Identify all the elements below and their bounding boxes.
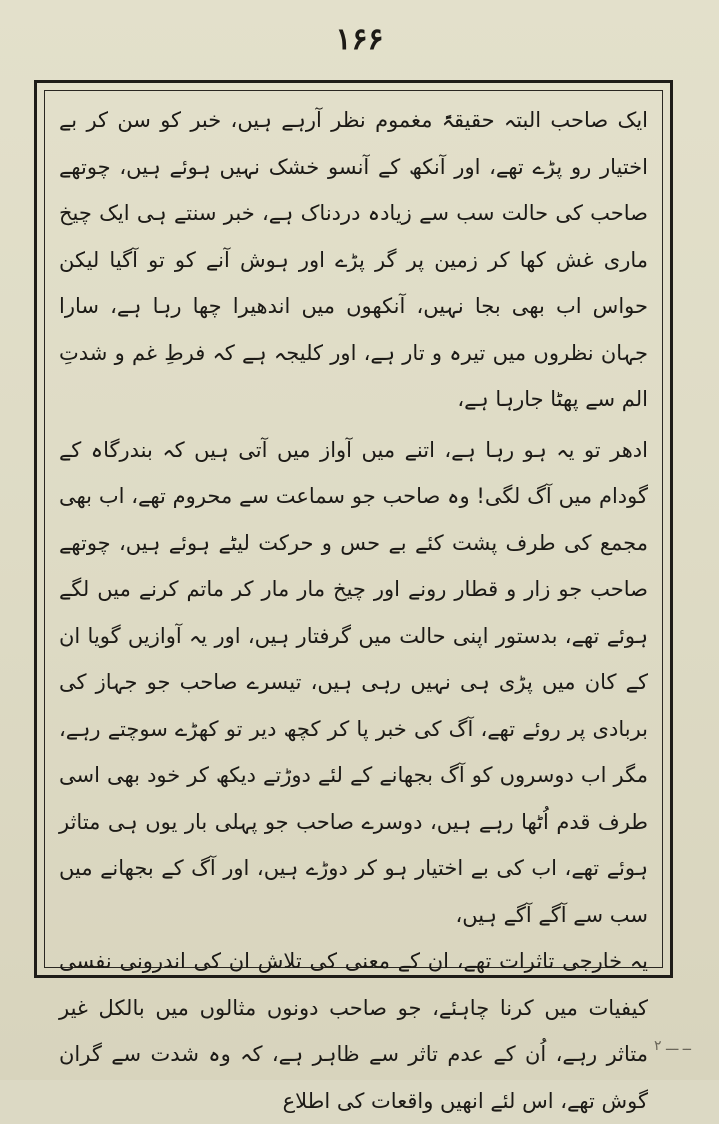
text-frame-inner-border xyxy=(44,90,663,1113)
page-number: ۱۶۶ xyxy=(335,22,384,57)
paragraph-1: ایک صاحب البتہ حقیقۃً مغموم نظر آرہے ہیں، خبر کو سن کر بے اختیار رو پڑے تھے، اور آنکھ کے آنسو خشک نہیں ہوئے ہیں، چوتھے صاحب کی حالت سب سے زیادہ دردناک ہے، خبر سنتے ہی ایک چیخ ماری غش کھا کر زمین پر گر پڑے اور ہوش آنے کو تو آگیا لیکن حواس اب بھی بجا نہیں، آنکھوں میں اندھیرا چھا رہا ہے، سارا جہان نظروں میں تیرہ و تار ہے، اور کلیجہ ہے کہ فرطِ غم و شدتِ الم سے پھٹا جارہا ہے، xyxy=(59,108,648,411)
footer-mark: ۲ ــ ـــ xyxy=(654,1038,691,1054)
paragraph-2: ادھر تو یہ ہو رہا ہے، اتنے میں آواز میں آتی ہیں کہ بندرگاہ کے گودام میں آگ لگی! وہ صاحب جو سماعت سے محروم تھے، اب بھی مجمع کی طرف پشت کئے بے حس و حرکت لیٹے ہوئے ہیں، چوتھے صاحب جو زار و قطار رونے اور چیخ مار مار کر ماتم کرنے میں لگے ہوئے تھے، بدستور اپنی حالت میں گرفتار ہیں، اور یہ آوازیں گویا ان کے کان میں پڑی ہی نہیں رہی ہیں، تیسرے صاحب جو جہاز کی بربادی پر روئے تھے، آگ کی خبر پا کر کچھ دیر تو کھڑے سوچتے رہے، مگر اب دوسروں کو آگ بجھانے کے لئے دوڑتے دیکھ کر خود بھی اسی طرف قدم اُٹھا رہے ہیں، دوسرے صاحب جو پہلی بار یوں ہی متاثر ہوئے تھے، اب کی بے اختیار ہو کر دوڑے ہیں، اور آگ کے بجھانے میں سب سے آگے آگے ہیں، xyxy=(59,437,648,927)
body-text xyxy=(59,97,648,1113)
paragraph-3: یہ خارجی تاثرات تھے، ان کے معنی کی تلاش ان کی اندرونی نفسی کیفیات میں کرنا چاہئے، جو صاحب دونوں مثالوں میں بالکل غیر متاثر رہے، اُن کے عدم تاثر سے ظاہر ہے، کہ وہ شدت سے گران گوش تھے، اس لئے انھیں واقعات کی اطلاع xyxy=(59,949,648,1113)
